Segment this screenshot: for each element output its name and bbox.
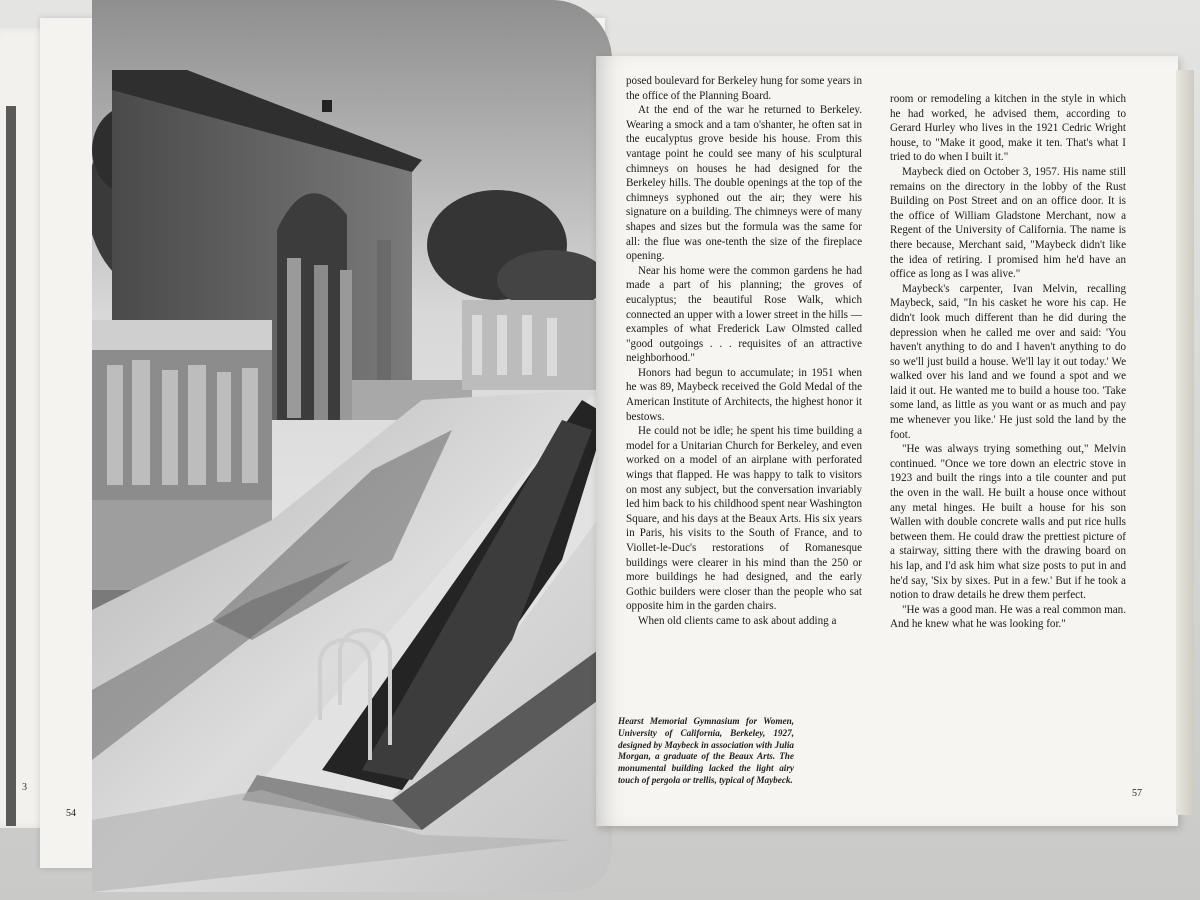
paragraph: When old clients came to ask about adding a <box>638 614 837 627</box>
paragraph: He could not be idle; he spent his time building a model for a Unitarian Church for Berkeley, and even worked on a model of an airplane with perforated wings that flapped. He was happy to talk to visitors on most any subject, but the conversation invariably led him back to his childhood spent near Washington Square, and his days at the Beaux Arts. His six years in Paris, his visits to the South of France, and to Viollet-le-Duc's restorations of Romanesque buildings were clearer in his mind than the 250 or more buildings he had designed, and the early Gothic builders were closer than the people who sat opposite him in the garden chairs. <box>626 425 862 613</box>
pool-and-terrace-photo <box>92 0 612 892</box>
paragraph: Honors had begun to accumulate; in 1951 when he was 89, Maybeck received the Gold Medal of the American Institute of Architects, the highest honor it bestows. <box>626 366 862 423</box>
paragraph: "He was a good man. He was a real common man. And he knew what he was looking for." <box>890 603 1126 631</box>
text-column-left <box>626 74 862 629</box>
paragraph: At the end of the war he returned to Berkeley. Wearing a smock and a tam o'shanter, he often sat in the eucalyptus grove beside his house. From this vantage point he could see many of his sculptural chimneys on houses he had designed for the Berkeley hills. The double openings at the top of the chimneys syphoned out the air; they were his signature on a building. The chimneys were of many shapes and sizes but the formula was the same for all: the flue was one-tenth the size of the fireplace opening. <box>626 104 862 263</box>
underlying-page-number: 3 <box>22 782 27 793</box>
text-column-right <box>890 92 1126 632</box>
underlying-page-edge <box>6 106 16 826</box>
paragraph: Maybeck's carpenter, Ivan Melvin, recalling Maybeck, said, "In his casket he wore his cap. He didn't look much different than he did during the depression when he called me over and said: 'You haven't anything to do and I haven't anything to do so we'll just build a house. We'll lay it out today.' We walked over his land and we found a spot and we laid it out. He wanted me to build a house too. 'Take some land, as little as you want or as much and pay me whenever you like.' He just sold the land by the foot. <box>890 282 1126 441</box>
paragraph: room or remodeling a kitchen in the style in which he had worked, he advised them, according to Gerard Hurley who lives in the 1921 Cedric Wright house, to "Make it good, make it ten. That's what I tried to do when I built it." <box>890 93 1126 164</box>
right-page-edge <box>1176 70 1194 815</box>
paragraph: posed boulevard for Berkeley hung for some years in the office of the Planning Board. <box>626 75 862 102</box>
left-page-number: 54 <box>66 808 76 819</box>
photo-caption: Hearst Memorial Gymnasium for Women, University of California, Berkeley, 1927, designed by Maybeck in association with Julia Morgan, a graduate of the Beaux Arts. The monumental building lacked the light airy touch of pergola or trellis, typical of Maybeck. <box>618 716 794 785</box>
paragraph: Maybeck died on October 3, 1957. His name still remains on the directory in the lobby of the Rust Building on Post Street and on an office door. It is the office of William Gladstone Merchant, now a Regent of the University of California. The name is there because, Merchant said, "Maybeck didn't like the idea of retiring. I promised him he'd have an office as long as I was alive." <box>890 165 1126 281</box>
paragraph: Near his home were the common gardens he had made a part of his planning; the groves of eucalyptus; the beautiful Rose Walk, which connected an upper with a lower street in the hills —examples of what Frederick Law Olmsted called "good outgoings . . . requisites of an attractive neighborhood." <box>626 264 862 365</box>
right-page-number: 57 <box>1132 788 1142 799</box>
paragraph: "He was always trying something out," Melvin continued. "Once we tore down an electric stove in 1923 and built the rings into a tile counter and put the oven in the wall. He built a house once without any metal hinges. He built a house for his son Wallen with double concrete walls and put rice hulls between them. He could draw the prettiest picture of a stairway, sitting there with the drawing board on his lap, and I'd ask him what size posts to put in and he'd say, 'Six by sixes. Put in a few.' But if he took a notion to draw details he drew them perfect. <box>890 443 1126 602</box>
